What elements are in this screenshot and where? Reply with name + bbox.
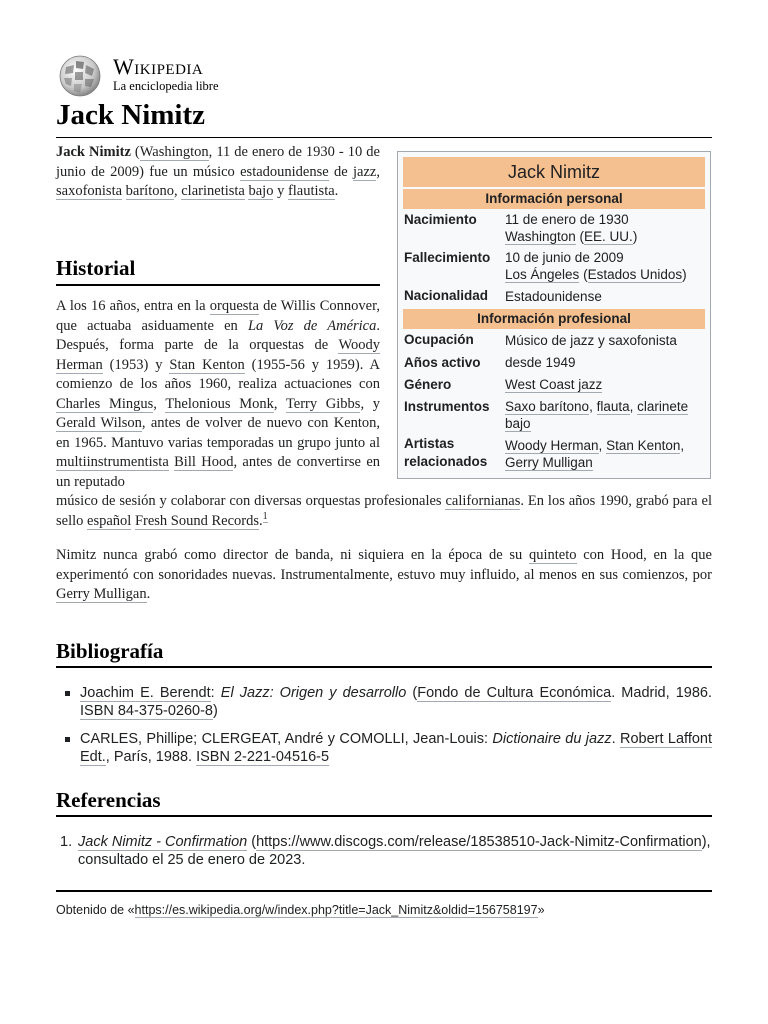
infobox-label-nacimiento: Nacimiento <box>404 212 477 227</box>
infobox-value-nacimiento: 11 de enero de 1930 Washington (EE. UU.) <box>505 212 638 244</box>
link-thelonious-monk[interactable]: Thelonious Monk <box>165 395 274 412</box>
infobox-section-profesional: Información profesional <box>403 309 705 329</box>
link-estados-unidos[interactable]: Estados Unidos <box>587 267 683 282</box>
bibliography-item-1: Joachim E. Berendt: El Jazz: Origen y desarrollo (Fondo de Cultura Económica. Madrid, 1986. ISBN 84-375-0260-8) <box>80 685 713 719</box>
wikipedia-globe-icon <box>56 53 104 97</box>
link-joachim-berendt[interactable]: Joachim E. Berendt <box>80 685 211 701</box>
infobox-value-artistas: Woody Herman, Stan Kenton, Gerry Mulligan <box>505 438 685 470</box>
infobox-section-personal: Información personal <box>403 189 705 209</box>
footer-divider <box>56 890 712 892</box>
reference-number: 1. <box>60 834 73 850</box>
historial-divider <box>56 284 380 286</box>
infobox-value-instrumentos: Saxo barítono, flauta, clarinete bajo <box>505 399 689 431</box>
link-saxo-baritono[interactable]: Saxo barítono <box>505 399 590 414</box>
link-los-angeles[interactable]: Los Ángeles <box>505 267 580 282</box>
link-woody-herman[interactable]: Woody Herman <box>56 337 380 373</box>
link-gerry-mulligan-infobox[interactable]: Gerry Mulligan <box>505 455 593 470</box>
infobox-label-anos-activo: Años activo <box>404 355 481 370</box>
link-estadounidense[interactable]: estadounidense <box>240 163 329 180</box>
link-fresh-sound-records[interactable]: Fresh Sound Records <box>134 512 259 529</box>
link-source-url[interactable]: https://es.wikipedia.org/w/index.php?title=Jack_Nimitz&oldid=156758197 <box>134 903 538 917</box>
infobox-label-nacionalidad: Nacionalidad <box>404 288 489 303</box>
link-bill-hood[interactable]: Bill Hood <box>174 454 234 470</box>
link-woody-herman-infobox[interactable]: Woody Herman <box>505 438 599 453</box>
link-terry-gibbs[interactable]: Terry Gibbs <box>285 395 361 412</box>
link-clarinete-bajo[interactable]: clarinete bajo <box>505 399 689 431</box>
infobox-label-artistas: Artistas relacionados <box>404 436 488 469</box>
referencias-divider <box>56 815 712 817</box>
link-orquesta[interactable]: orquesta <box>209 298 259 314</box>
link-eeuu[interactable]: EE. UU. <box>584 229 633 244</box>
infobox-label-genero: Género <box>404 377 452 392</box>
link-fondo-cultura-economica[interactable]: Fondo de Cultura Económica <box>417 685 612 701</box>
link-flautista[interactable]: flautista <box>287 183 335 199</box>
infobox-value-fallecimiento: 10 de junio de 2009 Los Ángeles (Estados Unidos) <box>505 250 687 282</box>
intro-paragraph: Jack Nimitz (Washington, 11 de enero de 1930 - 10 de junio de 2009) fue un músico estadounidense de jazz, saxofonista barítono, clarinetista bajo y flautista. <box>56 144 380 199</box>
footnote-link-1[interactable]: 1 <box>262 510 268 522</box>
wikipedia-logo[interactable] <box>56 53 256 99</box>
link-isbn-2[interactable]: ISBN 2-221-04516-5 <box>196 748 330 765</box>
link-gerry-mulligan[interactable]: Gerry Mulligan <box>56 586 147 602</box>
infobox-value-anos-activo: desde 1949 <box>505 355 576 370</box>
link-washington[interactable]: Washington <box>139 144 209 160</box>
bullet <box>65 691 70 696</box>
link-west-coast-jazz[interactable]: West Coast jazz <box>505 377 603 392</box>
link-jazz[interactable]: jazz <box>353 163 377 180</box>
historial-paragraph-1: A los 16 años, entra en la orquesta de Willis Connover, que actuaba asiduamente en La Voz de América. Después, forma parte de la orquestas de Woody Herman (1953) y Stan Kenton (1955-56 y 1959). A comienzo de los años 1960, realiza actuaciones con Charles Mingus, Thelonious Monk, Terry Gibbs, y Gerald Wilson, antes de volver de nuevo con Kenton, en 1965. Mantuvo varias temporadas un grupo junto al multiinstrumentista Bill Hood, antes de convertirse en un reputado <box>56 298 381 490</box>
link-flauta[interactable]: flauta <box>596 399 630 414</box>
link-reference-title[interactable]: Jack Nimitz - Confirmation <box>78 834 248 850</box>
logo-tagline: La enciclopedia libre <box>113 79 219 93</box>
logo-wordmark: Wikipedia <box>113 54 204 79</box>
link-stan-kenton-infobox[interactable]: Stan Kenton <box>606 438 681 453</box>
infobox-label-ocupacion: Ocupación <box>404 332 474 347</box>
bullet <box>65 737 70 742</box>
link-espanol[interactable]: español <box>87 512 132 529</box>
infobox-label-fallecimiento: Fallecimiento <box>404 250 491 265</box>
link-californianas[interactable]: californianas <box>445 493 521 509</box>
infobox <box>397 151 711 479</box>
bibliografia-divider <box>56 666 712 668</box>
heading-historial: Historial <box>56 256 136 280</box>
heading-bibliografia: Bibliografía <box>56 639 164 663</box>
title-divider <box>56 137 712 138</box>
subject-name: Jack Nimitz <box>56 144 131 160</box>
infobox-value-genero <box>505 376 703 393</box>
page-title: Jack Nimitz <box>56 99 205 131</box>
link-robert-laffont[interactable]: Robert Laffont Edt. <box>80 731 712 765</box>
link-bajo[interactable]: bajo <box>248 183 274 199</box>
link-isbn-1[interactable]: ISBN 84-375-0260-8 <box>80 702 213 719</box>
link-gerald-wilson[interactable]: Gerald Wilson <box>56 415 142 431</box>
link-reference-url[interactable]: https://www.discogs.com/release/18538510-Jack-Nimitz-Confirmation <box>256 834 702 850</box>
reference-item-1: Jack Nimitz - Confirmation (https://www.discogs.com/release/18538510-Jack-Nimitz-Confirmation), consultado el 25 de enero de 2023. <box>78 834 711 868</box>
link-saxofonista[interactable]: saxofonista <box>56 183 123 199</box>
link-quinteto[interactable]: quinteto <box>528 547 577 563</box>
link-clarinetista[interactable]: clarinetista <box>181 183 245 199</box>
link-charles-mingus[interactable]: Charles Mingus <box>56 395 154 412</box>
infobox-value-ocupacion: Músico de jazz y saxofonista <box>505 333 677 348</box>
heading-referencias: Referencias <box>56 788 161 812</box>
infobox-title: Jack Nimitz <box>403 157 705 187</box>
footer-source: Obtenido de «https://es.wikipedia.org/w/index.php?title=Jack_Nimitz&oldid=156758197» <box>56 903 545 917</box>
link-baritono[interactable]: barítono <box>125 183 174 199</box>
infobox-value-nacionalidad: Estadounidense <box>505 289 602 304</box>
link-stan-kenton[interactable]: Stan Kenton <box>169 356 245 373</box>
link-multiinstrumentista[interactable]: multiinstrumentista <box>56 454 169 470</box>
historial-paragraph-1-continued: músico de sesión y colaborar con diversas orquestas profesionales californianas. En los años 1990, grabó para el sello español Fresh Sound Records.$^1$ <box>56 493 712 529</box>
bibliography-item-2: CARLES, Phillipe; CLERGEAT, André y COMOLLI, Jean-Louis: Dictionaire du jazz. Robert Laffont Edt., París, 1988. ISBN 2-221-04516-5 <box>80 731 712 765</box>
link-washington-infobox[interactable]: Washington <box>505 229 576 244</box>
historial-paragraph-2: Nimitz nunca grabó como director de banda, ni siquiera en la época de su quinteto con Hood, en la que experimentó con sonoridades nuevas. Instrumentalmente, estuvo muy influido, al menos en sus comienzos, por Gerry Mulligan. <box>56 547 712 602</box>
infobox-label-instrumentos: Instrumentos <box>404 399 490 414</box>
